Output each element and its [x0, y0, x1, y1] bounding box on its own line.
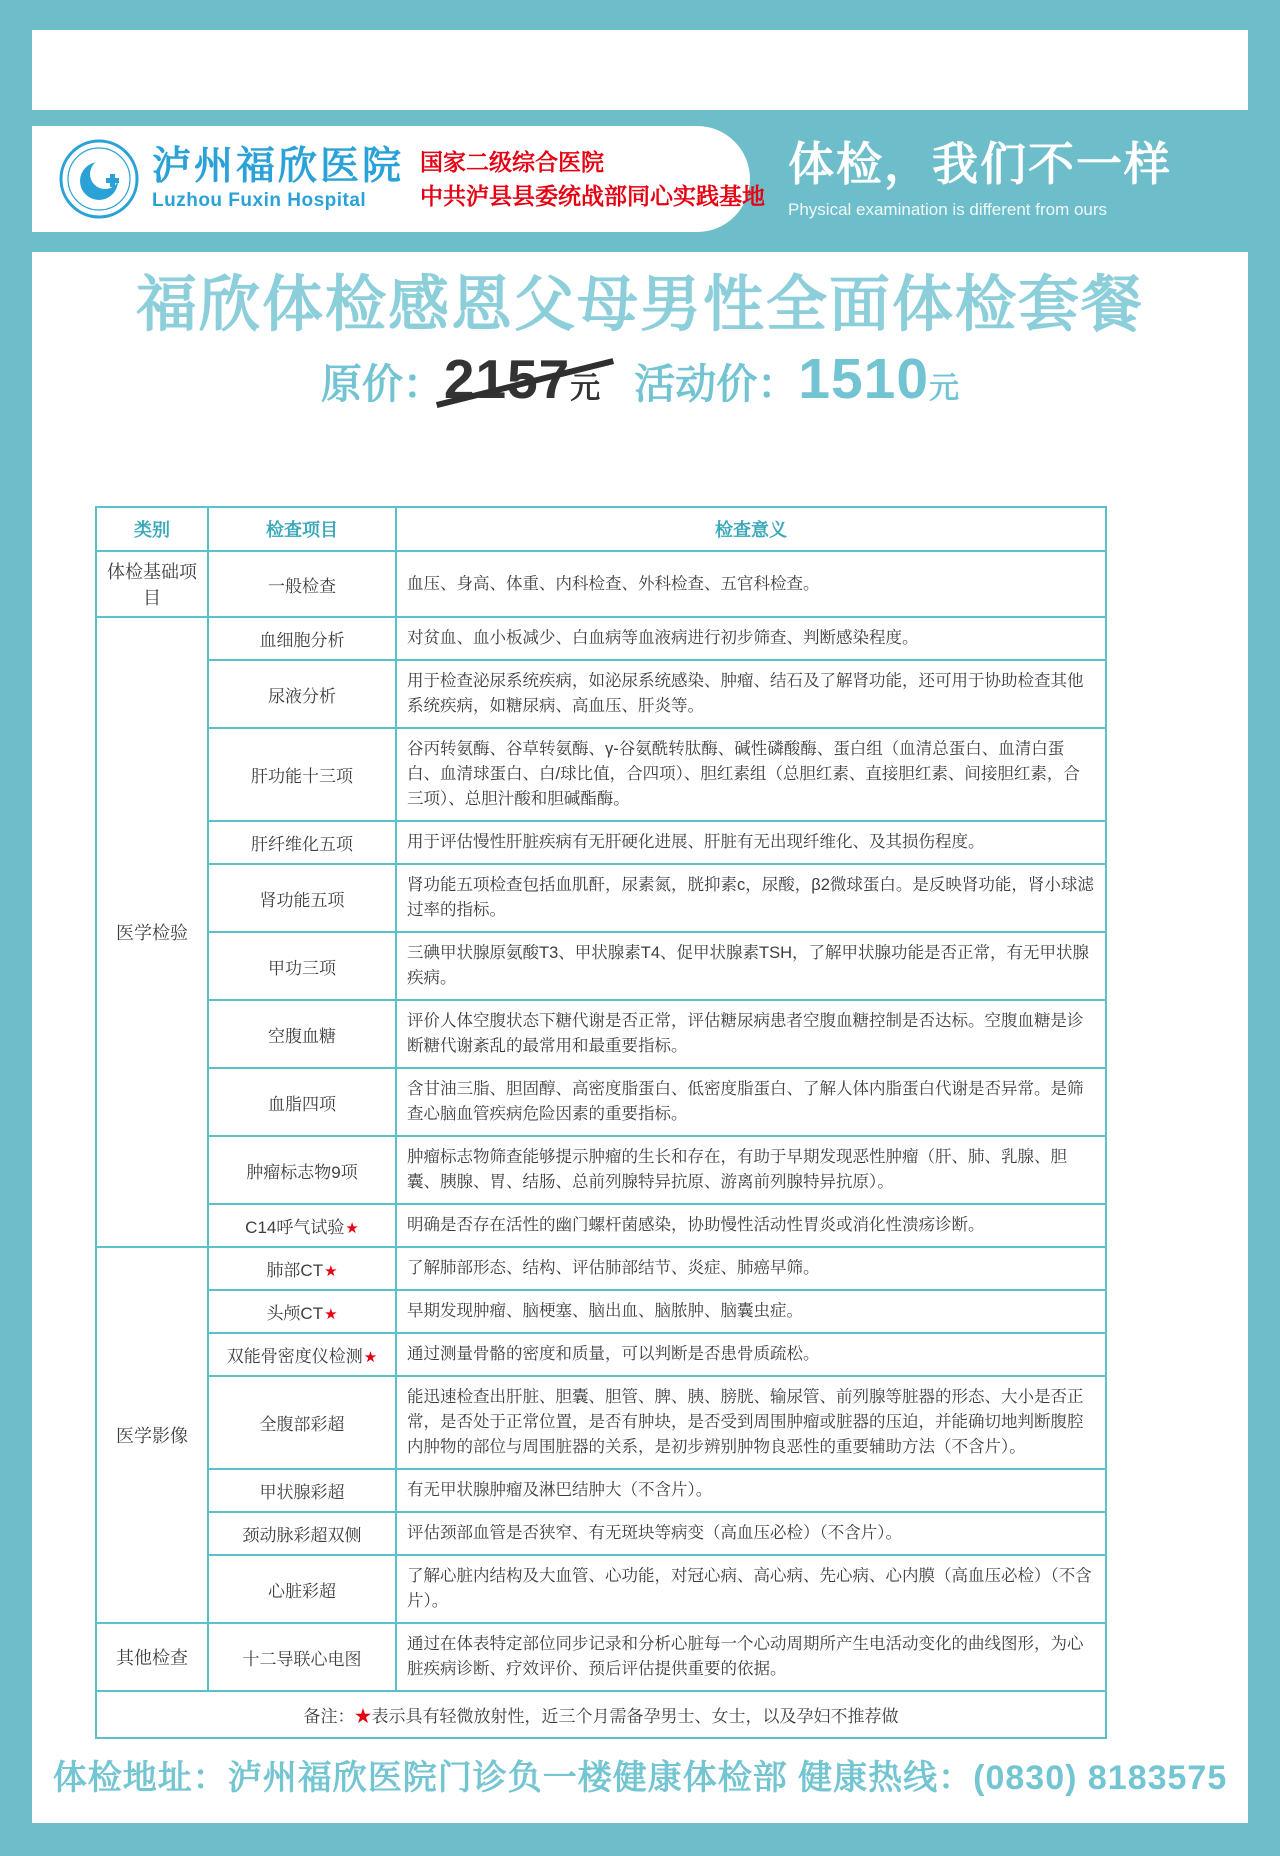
footer-contact-line: 体检地址：泸州福欣医院门诊负一楼健康体检部 健康热线：(0830) 8183575 — [52, 1759, 1228, 1797]
exam-meaning-cell: 评估颈部血管是否狭窄、有无斑块等病变（高血压必检）（不含片）。 — [396, 1512, 1106, 1555]
radioactive-star-icon: ★ — [324, 1263, 338, 1280]
exam-item-cell: 心脏彩超 — [208, 1555, 396, 1623]
col-header-item: 检查项目 — [208, 507, 396, 551]
table-row — [96, 1376, 1106, 1469]
table-row — [96, 1204, 1106, 1247]
exam-table-body — [96, 551, 1106, 1738]
exam-item-cell: 头颅CT★ — [208, 1290, 396, 1333]
table-row — [96, 660, 1106, 728]
note-star-icon: ★ — [354, 1707, 372, 1726]
hospital-header-card — [32, 126, 766, 232]
table-row — [96, 1555, 1106, 1623]
exam-item-cell: 肺部CT★ — [208, 1247, 396, 1290]
exam-meaning-cell: 肿瘤标志物筛查能够提示肿瘤的生长和存在，有助于早期发现恶性肿瘤（肝、肺、乳腺、胆囊、胰腺、胃、结肠、总前列腺特异抗原、游离前列腺特异抗原）。 — [396, 1136, 1106, 1204]
exam-item-cell: 肾功能五项 — [208, 864, 396, 932]
exam-item-cell: 血细胞分析 — [208, 617, 396, 660]
radioactive-star-icon: ★ — [345, 1220, 359, 1237]
table-row — [96, 1623, 1106, 1691]
exam-item-cell: 甲功三项 — [208, 932, 396, 1000]
credential-line-1: 国家二级综合医院 — [420, 148, 605, 175]
col-header-category: 类别 — [96, 507, 208, 551]
exam-item-cell: 一般检查 — [208, 551, 396, 617]
promo-price-unit: 元 — [929, 372, 960, 405]
exam-meaning-cell: 早期发现肿瘤、脑梗塞、脑出血、脑脓肿、脑囊虫症。 — [396, 1290, 1106, 1333]
exam-meaning-cell: 血压、身高、体重、内科检查、外科检查、五官科检查。 — [396, 551, 1106, 617]
table-row — [96, 1512, 1106, 1555]
exam-item-cell: 空腹血糖 — [208, 1000, 396, 1068]
table-row — [96, 551, 1106, 617]
table-row — [96, 1068, 1106, 1136]
exam-item-cell: 颈动脉彩超双侧 — [208, 1512, 396, 1555]
exam-meaning-cell: 评价人体空腹状态下糖代谢是否正常，评估糖尿病患者空腹血糖控制是否达标。空腹血糖是诊断糖代谢紊乱的最常用和最重要指标。 — [396, 1000, 1106, 1068]
slogan-cn: 体检，我们不一样 — [788, 138, 1172, 190]
col-header-meaning: 检查意义 — [396, 507, 1106, 551]
exam-meaning-cell: 通过测量骨骼的密度和质量，可以判断是否患骨质疏松。 — [396, 1333, 1106, 1376]
category-cell: 体检基础项目 — [96, 551, 208, 617]
slogan-en: Physical examination is different from ours — [788, 200, 1108, 219]
exam-meaning-cell: 三碘甲状腺原氨酸T3、甲状腺素T4、促甲状腺素TSH，了解甲状腺功能是否正常，有无甲状腺疾病。 — [396, 932, 1106, 1000]
hospital-name-cn: 泸州福欣医院 — [152, 145, 405, 189]
table-row — [96, 1333, 1106, 1376]
hospital-name-block — [152, 147, 404, 211]
exam-item-cell: 尿液分析 — [208, 660, 396, 728]
exam-meaning-cell: 通过在体表特定部位同步记录和分析心脏每一个心动周期所产生电活动变化的曲线图形，为心脏疾病诊断、疗效评价、预后评估提供重要的依据。 — [396, 1623, 1106, 1691]
hospital-credentials — [420, 145, 765, 214]
hospital-name-en: Luzhou Fuxin Hospital — [152, 190, 367, 211]
original-price — [444, 347, 600, 411]
hospital-logo-icon — [58, 138, 140, 220]
slogan-block — [788, 128, 1248, 220]
promo-price-label: 活动价： — [634, 361, 799, 407]
price-row — [0, 346, 1280, 412]
exam-meaning-cell: 用于评估慢性肝脏疾病有无肝硬化进展、肝脏有无出现纤维化、及其损伤程度。 — [396, 821, 1106, 864]
exam-meaning-cell: 能迅速检查出肝脏、胆囊、胆管、脾、胰、膀胱、输尿管、前列腺等脏器的形态、大小是否正常，是否处于正常位置，是否有肿块，是否受到周围肿瘤或脏器的压迫，并能确切地判断腹腔内肿物的部位与周围脏器的关系，是初步辨别肿物良恶性的重要辅助方法（不含片）。 — [396, 1376, 1106, 1469]
exam-item-cell: 肝纤维化五项 — [208, 821, 396, 864]
exam-item-cell: 十二导联心电图 — [208, 1623, 396, 1691]
exam-item-cell: 双能骨密度仪检测★ — [208, 1333, 396, 1376]
exam-item-cell: C14呼气试验★ — [208, 1204, 396, 1247]
promo-price-value: 1510 — [798, 347, 930, 411]
exam-meaning-cell: 明确是否存在活性的幽门螺杆菌感染，协助慢性活动性胃炎或消化性溃疡诊断。 — [396, 1204, 1106, 1247]
exam-item-cell: 肿瘤标志物9项 — [208, 1136, 396, 1204]
exam-item-cell: 全腹部彩超 — [208, 1376, 396, 1469]
category-cell: 其他检查 — [96, 1623, 208, 1691]
exam-meaning-cell: 了解心脏内结构及大血管、心功能，对冠心病、高心病、先心病、心内膜（高血压必检）（不含片）。 — [396, 1555, 1106, 1623]
exam-meaning-cell: 肾功能五项检查包括血肌酐，尿素氮，胱抑素c，尿酸，β2微球蛋白。是反映肾功能，肾小球滤过率的指标。 — [396, 864, 1106, 932]
exam-meaning-cell: 对贫血、血小板减少、白血病等血液病进行初步筛查、判断感染程度。 — [396, 617, 1106, 660]
original-price-unit: 元 — [570, 372, 601, 405]
table-row — [96, 1247, 1106, 1290]
radioactive-star-icon: ★ — [363, 1349, 378, 1366]
note-prefix: 备注： — [303, 1707, 355, 1726]
note-text: 表示具有轻微放射性，近三个月需备孕男士、女士，以及孕妇不推荐做 — [371, 1707, 899, 1726]
credential-line-2: 中共泸县县委统战部同心实践基地 — [420, 183, 766, 209]
exam-item-cell: 甲状腺彩超 — [208, 1469, 396, 1512]
radioactive-star-icon: ★ — [324, 1306, 338, 1323]
package-title: 福欣体检感恩父母男性全面体检套餐 — [135, 270, 1144, 338]
category-cell: 医学影像 — [96, 1247, 208, 1623]
table-row — [96, 1136, 1106, 1204]
table-row — [96, 864, 1106, 932]
note-row — [96, 1691, 1106, 1738]
note-cell — [96, 1691, 1106, 1738]
exam-meaning-cell: 了解肺部形态、结构、评估肺部结节、炎症、肺癌早筛。 — [396, 1247, 1106, 1290]
exam-table — [95, 506, 1107, 1739]
exam-meaning-cell: 用于检查泌尿系统疾病，如泌尿系统感染、肿瘤、结石及了解肾功能，还可用于协助检查其他系统疾病，如糖尿病、高血压、肝炎等。 — [396, 660, 1106, 728]
exam-meaning-cell: 谷丙转氨酶、谷草转氨酶、γ-谷氨酰转肽酶、碱性磷酸酶、蛋白组（血清总蛋白、血清白蛋白、血清球蛋白、白/球比值，合四项）、胆红素组（总胆红素、直接胆红素、间接胆红素，合三项）、总胆汁酸和胆碱酯酶。 — [396, 728, 1106, 821]
table-row — [96, 617, 1106, 660]
table-row — [96, 1290, 1106, 1333]
table-row — [96, 821, 1106, 864]
exam-table-wrap — [95, 506, 1107, 1739]
exam-meaning-cell: 有无甲状腺肿瘤及淋巴结肿大（不含片）。 — [396, 1469, 1106, 1512]
table-header-row — [96, 507, 1106, 551]
table-row — [96, 1469, 1106, 1512]
category-cell: 医学检验 — [96, 617, 208, 1247]
exam-item-cell: 血脂四项 — [208, 1068, 396, 1136]
exam-item-cell: 肝功能十三项 — [208, 728, 396, 821]
original-price-value: 2157 — [443, 348, 571, 410]
original-price-label: 原价： — [320, 361, 444, 407]
top-blank-panel — [32, 30, 1248, 110]
table-row — [96, 1000, 1106, 1068]
exam-meaning-cell: 含甘油三脂、胆固醇、高密度脂蛋白、低密度脂蛋白、了解人体内脂蛋白代谢是否异常。是筛查心脑血管疾病危险因素的重要指标。 — [396, 1068, 1106, 1136]
table-row — [96, 932, 1106, 1000]
table-row — [96, 728, 1106, 821]
